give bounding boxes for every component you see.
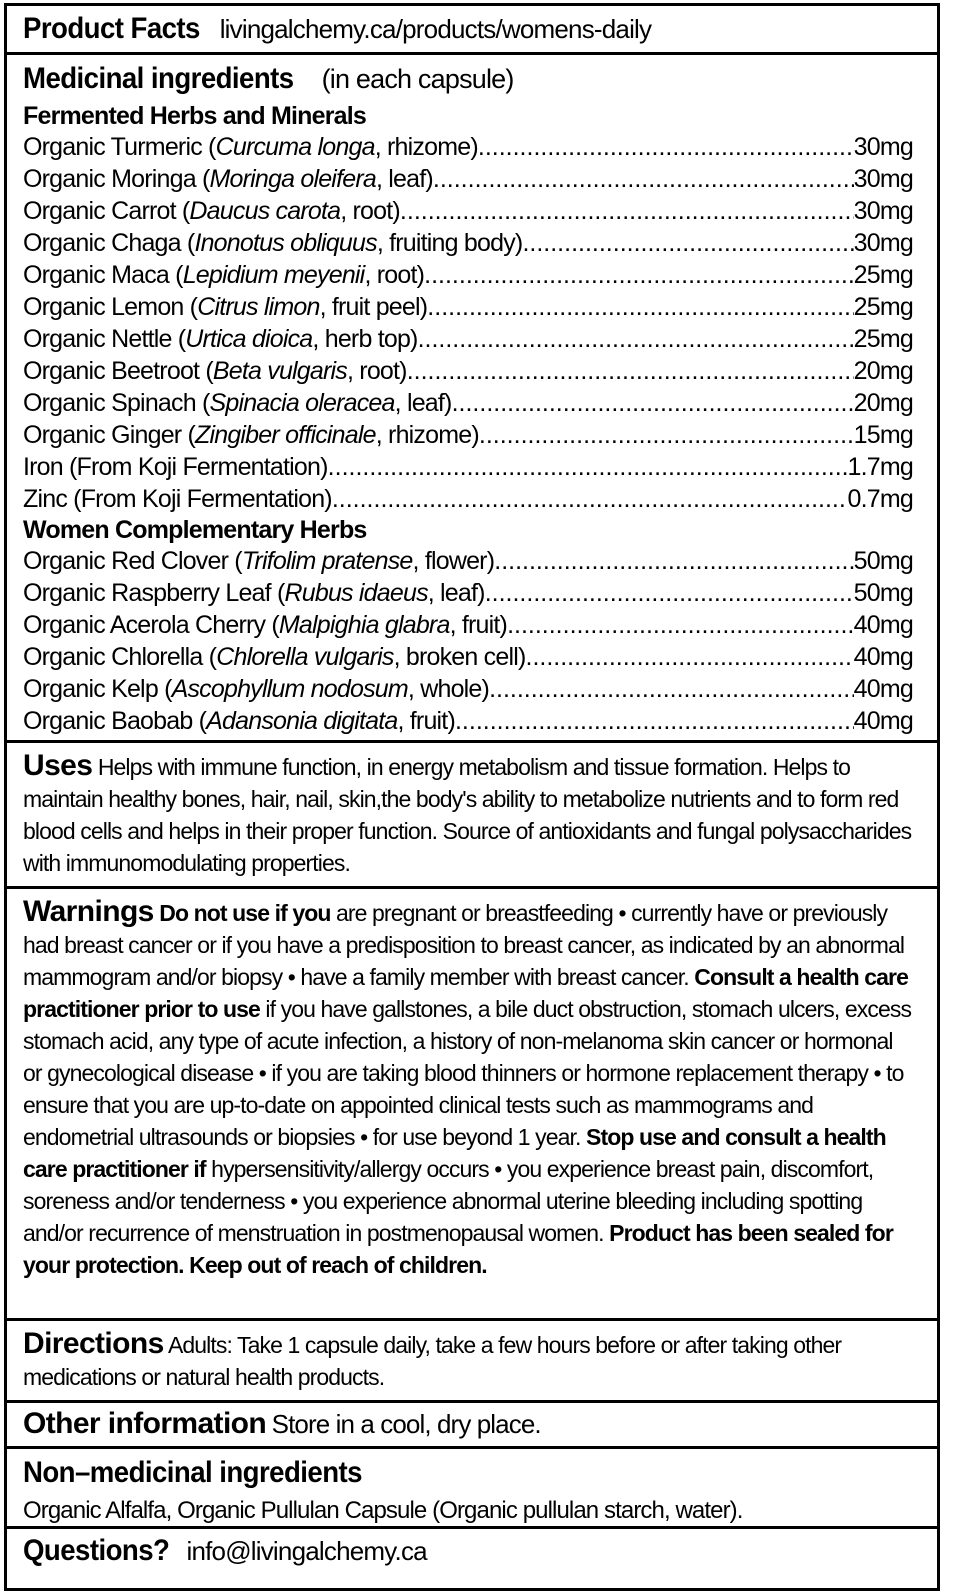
ingredient-latin-name: Lepidium meyenii <box>182 261 365 289</box>
ingredient-row <box>23 195 913 227</box>
divider <box>7 1318 937 1321</box>
medicinal-heading <box>23 62 913 101</box>
ingredient-amount: 40mg <box>853 611 913 639</box>
ingredient-common-name: Organic Baobab ( <box>23 707 207 735</box>
nonmedicinal-title: Non–medicinal ingredients <box>23 1456 362 1489</box>
ingredient-row <box>23 355 913 387</box>
ingredient-common-name: Organic Acerola Cherry ( <box>23 611 279 639</box>
questions-email: info@livingalchemy.ca <box>186 1536 427 1566</box>
ingredient-common-name: Organic Lemon ( <box>23 293 198 321</box>
medicinal-section <box>23 62 913 737</box>
ingredient-amount: 0.7mg <box>847 485 913 513</box>
ingredient-latin-name: Spinacia oleracea <box>209 389 395 417</box>
ingredient-amount: 25mg <box>853 261 913 289</box>
ingredient-amount: 1.7mg <box>847 453 913 481</box>
warnings-section <box>23 896 913 1281</box>
dot-leader <box>332 483 848 515</box>
ingredient-part: , root) <box>347 357 407 385</box>
ingredient-amount: 30mg <box>853 165 913 193</box>
ingredient-row <box>23 227 913 259</box>
warnings-text-2: if you have gallstones, a bile duct obstruction, stomach ulcers, excess stomach acid, any type of acute infection, a history of non-melanoma skin cancer or hormonal or gynecological disease • if you are taking blood thinners or hormone replacement therapy • to ensure that you are up-to-date on appointed clinical tests such as mammograms and endometrial ultrasounds or biopsies • for use beyond 1 year. <box>23 996 912 1150</box>
dot-leader <box>407 355 854 387</box>
dot-leader <box>526 641 854 673</box>
ingredient-part: , fruit peel) <box>319 293 428 321</box>
ingredient-common-name: Organic Nettle ( <box>23 325 186 353</box>
divider <box>7 1526 937 1529</box>
ingredient-name <box>23 131 478 163</box>
warnings-title: Warnings <box>23 895 154 928</box>
ingredient-amount: 40mg <box>853 675 913 703</box>
ingredient-amount: 15mg <box>853 421 913 449</box>
dot-leader <box>489 673 854 705</box>
directions-title: Directions <box>23 1327 164 1360</box>
ingredient-row <box>23 545 913 577</box>
ingredient-amount: 25mg <box>853 325 913 353</box>
ingredient-amount: 50mg <box>853 547 913 575</box>
header <box>23 12 913 51</box>
ingredient-row <box>23 705 913 737</box>
ingredient-latin-name: Rubus idaeus <box>284 579 428 607</box>
dot-leader <box>427 291 853 323</box>
dot-leader <box>522 227 853 259</box>
ingredient-row <box>23 451 913 483</box>
ingredient-name <box>23 387 452 419</box>
ingredient-name <box>23 163 433 195</box>
ingredient-row <box>23 163 913 195</box>
ingredient-name <box>23 291 427 323</box>
ingredient-name <box>23 609 507 641</box>
ingredient-common-name: Organic Chaga ( <box>23 229 195 257</box>
warnings-text-1: are pregnant or breastfeeding • currently have or previously had breast cancer or if you have a predisposition to breast cancer, as indicated by an abnormal mammogram and/or biopsy • have a family member with breast cancer. <box>23 900 905 990</box>
ingredient-latin-name: Beta vulgaris <box>212 357 347 385</box>
ingredient-part: , rhizome) <box>374 133 478 161</box>
other-info-title: Other information <box>23 1407 267 1440</box>
dot-leader <box>479 419 854 451</box>
ingredient-common-name: Organic Raspberry Leaf ( <box>23 579 285 607</box>
ingredient-part: , broken cell) <box>393 643 526 671</box>
ingredient-common-name: Organic Turmeric ( <box>23 133 216 161</box>
dot-leader <box>424 259 854 291</box>
ingredient-name <box>23 323 418 355</box>
product-facts-label <box>4 3 940 1591</box>
ingredient-groups <box>23 101 913 737</box>
uses-title: Uses <box>23 749 93 782</box>
divider <box>7 52 937 55</box>
ingredient-part: , whole) <box>407 675 490 703</box>
ingredient-amount: 30mg <box>853 133 913 161</box>
ingredient-row <box>23 131 913 163</box>
warnings-lead-stop-use: Stop use and consult a health care practitioner if <box>23 1124 886 1182</box>
ingredient-name <box>23 577 485 609</box>
ingredient-common-name: Organic Spinach ( <box>23 389 210 417</box>
ingredient-common-name: Organic Ginger ( <box>23 421 195 449</box>
header-title: Product Facts <box>23 12 200 45</box>
ingredient-part: , fruit) <box>449 611 508 639</box>
other-info-text: Store in a cool, dry place. <box>271 1409 541 1439</box>
ingredient-latin-name: Trifolim pratense <box>241 547 413 575</box>
ingredient-common-name: Organic Moringa ( <box>23 165 210 193</box>
ingredient-common-name: Organic Chlorella ( <box>23 643 217 671</box>
warnings-text-3: hypersensitivity/allergy occurs • you experience breast pain, discomfort, soreness and/or tenderness • you experience abnormal uterine bleeding including spotting and/or recurrence of menstruation in postmenopausal women. <box>23 1156 874 1246</box>
questions-section <box>23 1534 913 1573</box>
uses-text: Helps with immune function, in energy metabolism and tissue formation. Helps to maintain healthy bones, hair, nail, skin,the body's ability to metabolize nutrients and to form red blood cells and helps in their proper function. Source of antioxidants and fungal polysaccharides with immunomodulating properties. <box>23 754 912 876</box>
ingredient-row <box>23 323 913 355</box>
ingredient-latin-name: Urtica dioica <box>185 325 313 353</box>
nonmedicinal-text: Organic Alfalfa, Organic Pullulan Capsule (Organic pullulan starch, water). <box>23 1497 743 1524</box>
nonmedicinal-section <box>23 1456 913 1527</box>
ingredient-amount: 20mg <box>853 389 913 417</box>
medicinal-subtitle: (in each capsule) <box>321 64 514 94</box>
ingredient-name <box>23 673 489 705</box>
ingredient-row <box>23 259 913 291</box>
ingredient-row <box>23 641 913 673</box>
ingredient-group-title: Women Complementary Herbs <box>23 516 367 544</box>
ingredient-row <box>23 419 913 451</box>
ingredient-name <box>23 259 424 291</box>
ingredient-row <box>23 673 913 705</box>
ingredient-amount: 20mg <box>853 357 913 385</box>
ingredient-latin-name: Inonotus obliquus <box>194 229 377 257</box>
dot-leader <box>400 195 854 227</box>
ingredient-row <box>23 609 913 641</box>
dot-leader <box>433 163 854 195</box>
uses-section <box>23 750 913 879</box>
ingredient-part: , root) <box>340 197 400 225</box>
dot-leader <box>494 545 853 577</box>
dot-leader <box>418 323 854 355</box>
divider <box>7 1446 937 1449</box>
ingredient-part: , rhizome) <box>375 421 479 449</box>
ingredient-name <box>23 705 455 737</box>
medicinal-title: Medicinal ingredients <box>23 62 294 95</box>
ingredient-name <box>23 641 526 673</box>
dot-leader <box>485 577 854 609</box>
divider <box>7 886 937 889</box>
ingredient-latin-name: Daucus carota <box>189 197 341 225</box>
ingredient-name <box>23 227 522 259</box>
ingredient-latin-name: Curcuma longa <box>215 133 375 161</box>
ingredient-row <box>23 577 913 609</box>
ingredient-common-name: Iron (From Koji Fermentation) <box>23 453 328 481</box>
ingredient-latin-name: Moringa oleifera <box>209 165 376 193</box>
ingredient-common-name: Organic Maca ( <box>23 261 183 289</box>
ingredient-name <box>23 483 332 515</box>
warnings-lead-do-not-use: Do not use if you <box>159 900 331 926</box>
ingredient-amount: 50mg <box>853 579 913 607</box>
ingredient-common-name: Organic Beetroot ( <box>23 357 213 385</box>
ingredient-amount: 30mg <box>853 197 913 225</box>
dot-leader <box>328 451 848 483</box>
ingredient-row <box>23 291 913 323</box>
ingredient-latin-name: Zingiber officinale <box>195 421 376 449</box>
ingredient-name <box>23 355 407 387</box>
ingredient-amount: 25mg <box>853 293 913 321</box>
ingredient-part: , fruit) <box>397 707 455 735</box>
ingredient-name <box>23 419 479 451</box>
ingredient-name <box>23 545 494 577</box>
divider <box>7 740 937 743</box>
ingredient-part: , fruiting body) <box>376 229 523 257</box>
dot-leader <box>452 387 854 419</box>
ingredient-group-title: Fermented Herbs and Minerals <box>23 102 366 130</box>
ingredient-amount: 40mg <box>853 707 913 735</box>
ingredient-name <box>23 451 328 483</box>
ingredient-amount: 30mg <box>853 229 913 257</box>
ingredient-row <box>23 387 913 419</box>
dot-leader <box>507 609 854 641</box>
ingredient-common-name: Zinc (From Koji Fermentation) <box>23 485 332 513</box>
ingredient-latin-name: Ascophyllum nodosum <box>171 675 408 703</box>
dot-leader <box>455 705 854 737</box>
ingredient-row <box>23 483 913 515</box>
ingredient-common-name: Organic Red Clover ( <box>23 547 242 575</box>
ingredient-part: , leaf) <box>394 389 452 417</box>
ingredient-part: , herb top) <box>312 325 418 353</box>
ingredient-part: , leaf) <box>427 579 485 607</box>
other-info-section <box>23 1408 913 1441</box>
warnings-lead-sealed: Product has been sealed for your protection. Keep out of reach of children. <box>23 1220 893 1278</box>
dot-leader <box>478 131 854 163</box>
ingredient-amount: 40mg <box>853 643 913 671</box>
ingredient-latin-name: Malpighia glabra <box>278 611 450 639</box>
directions-section <box>23 1328 913 1393</box>
questions-title: Questions? <box>23 1534 170 1567</box>
warnings-lead-consult: Consult a health care practitioner prior to use <box>23 964 908 1022</box>
ingredient-latin-name: Adansonia digitata <box>206 707 398 735</box>
directions-text: Adults: Take 1 capsule daily, take a few hours before or after taking other medications or natural health products. <box>23 1332 842 1390</box>
ingredient-latin-name: Citrus limon <box>197 293 320 321</box>
ingredient-part: , leaf) <box>375 165 433 193</box>
ingredient-name <box>23 195 400 227</box>
ingredient-common-name: Organic Carrot ( <box>23 197 190 225</box>
ingredient-part: , root) <box>364 261 425 289</box>
header-url: livingalchemy.ca/products/womens-daily <box>219 14 652 44</box>
ingredient-common-name: Organic Kelp ( <box>23 675 172 703</box>
divider <box>7 1400 937 1403</box>
ingredient-part: , flower) <box>412 547 495 575</box>
ingredient-latin-name: Chlorella vulgaris <box>216 643 394 671</box>
